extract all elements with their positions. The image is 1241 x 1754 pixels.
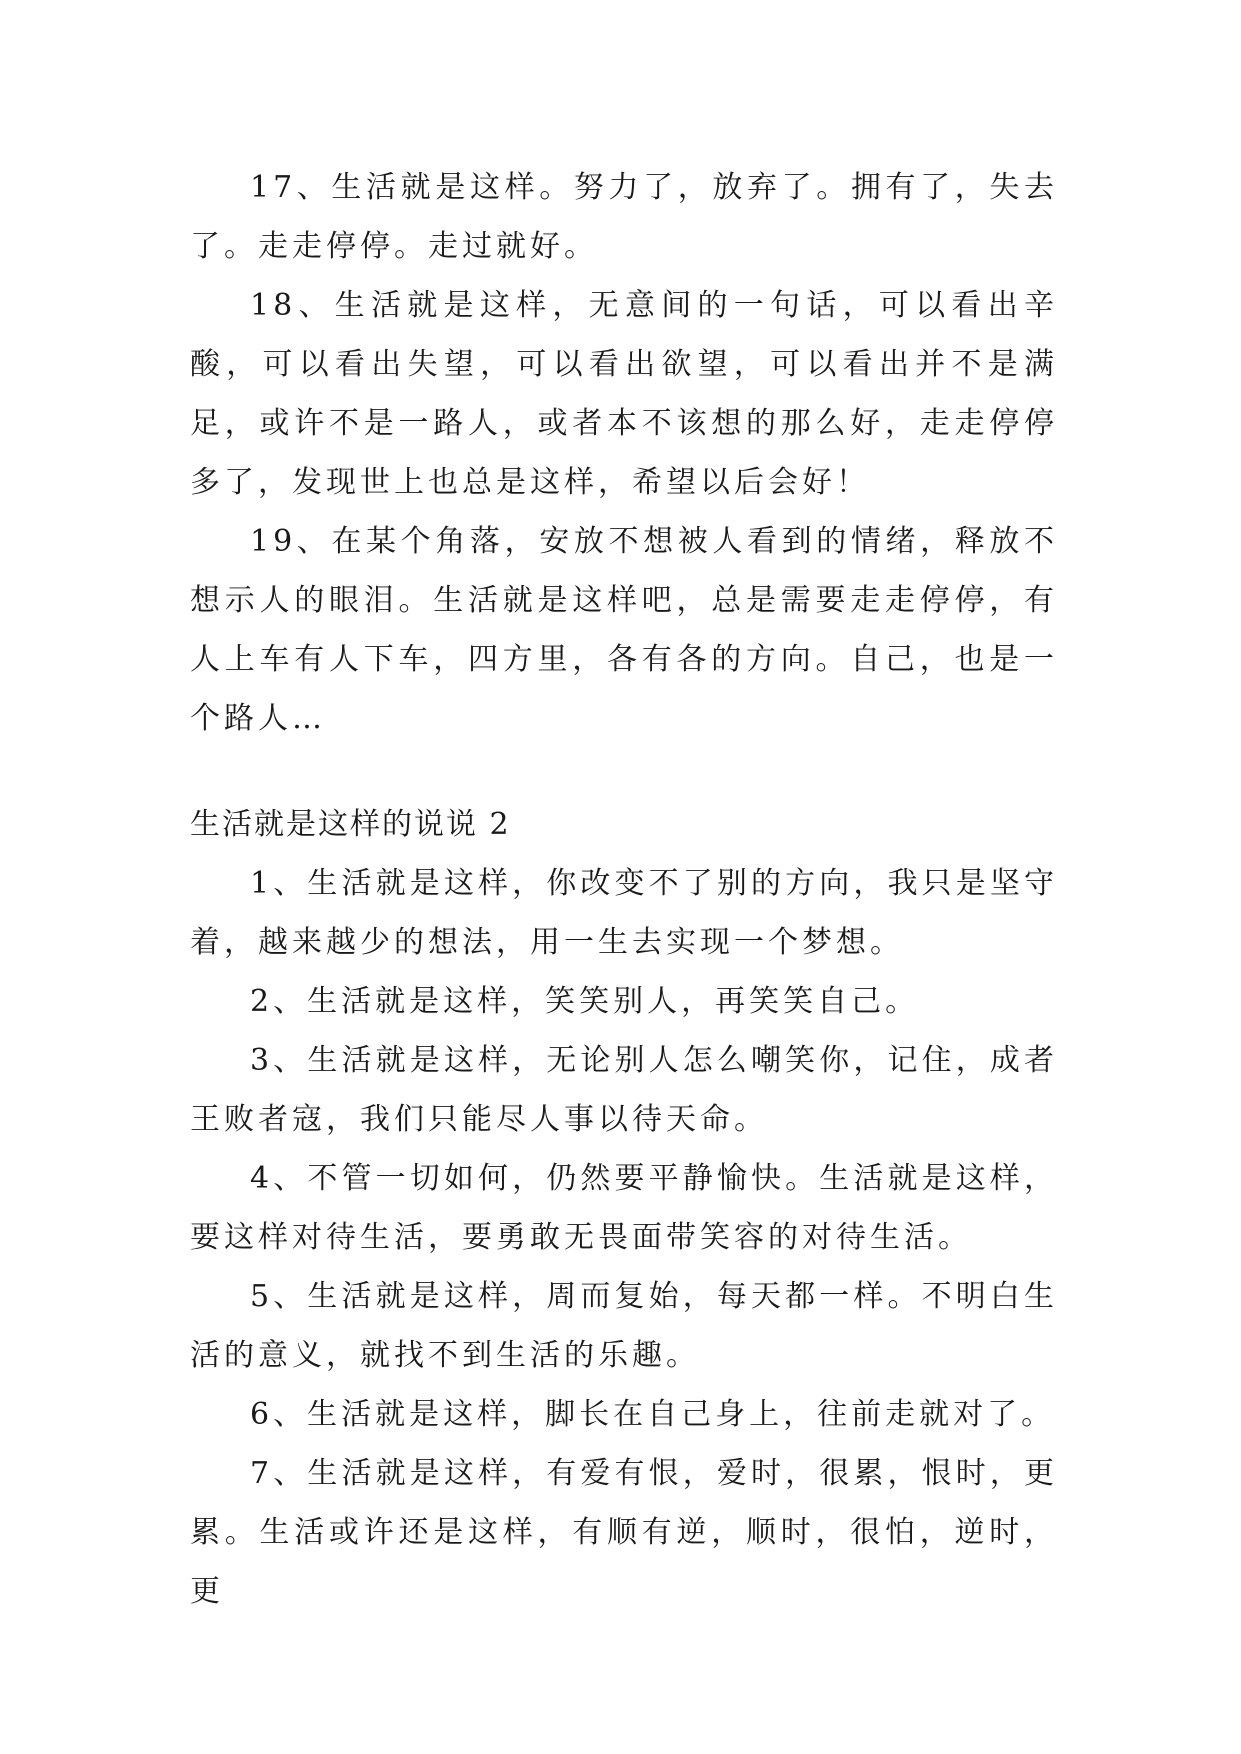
paragraph-19: 19、在某个角落，安放不想被人看到的情绪，释放不想示人的眼泪。生活就是这样吧，总是需要走走停停，有人上车有人下车，四方里，各有各的方向。自己，也是一个路人…	[190, 524, 1058, 736]
section-title: 生活就是这样的说说 2	[190, 807, 511, 842]
paragraph-2: 2、生活就是这样，笑笑别人，再笑笑自己。	[250, 984, 920, 1019]
paragraph-4: 4、不管一切如何，仍然要平静愉快。生活就是这样，要这样对待生活，要勇敢无畏面带笑容的对待生活。	[190, 1161, 1058, 1255]
paragraph-7: 7、生活就是这样，有爱有恨，爱时，很累，恨时，更累。生活或许还是这样，有顺有逆，顺时，很怕，逆时，更	[190, 1456, 1058, 1609]
paragraph-18: 18、生活就是这样，无意间的一句话，可以看出辛酸，可以看出失望，可以看出欲望，可以看出并不是满足，或许不是一路人，或者本不该想的那么好，走走停停多了，发现世上也总是这样，希望以后会好！	[190, 288, 1058, 500]
paragraph-17: 17、生活就是这样。努力了，放弃了。拥有了，失去了。走走停停。走过就好。	[190, 170, 1058, 264]
paragraph-1: 1、生活就是这样，你改变不了别的方向，我只是坚守着，越来越少的想法，用一生去实现一个梦想。	[190, 866, 1058, 960]
paragraph-5: 5、生活就是这样，周而复始，每天都一样。不明白生活的意义，就找不到生活的乐趣。	[190, 1279, 1058, 1373]
paragraph-3: 3、生活就是这样，无论别人怎么嘲笑你，记住，成者王败者寇，我们只能尽人事以待天命。	[190, 1043, 1058, 1137]
document-body	[190, 158, 1058, 1621]
paragraph-6: 6、生活就是这样，脚长在自己身上，往前走就对了。	[250, 1397, 1056, 1432]
